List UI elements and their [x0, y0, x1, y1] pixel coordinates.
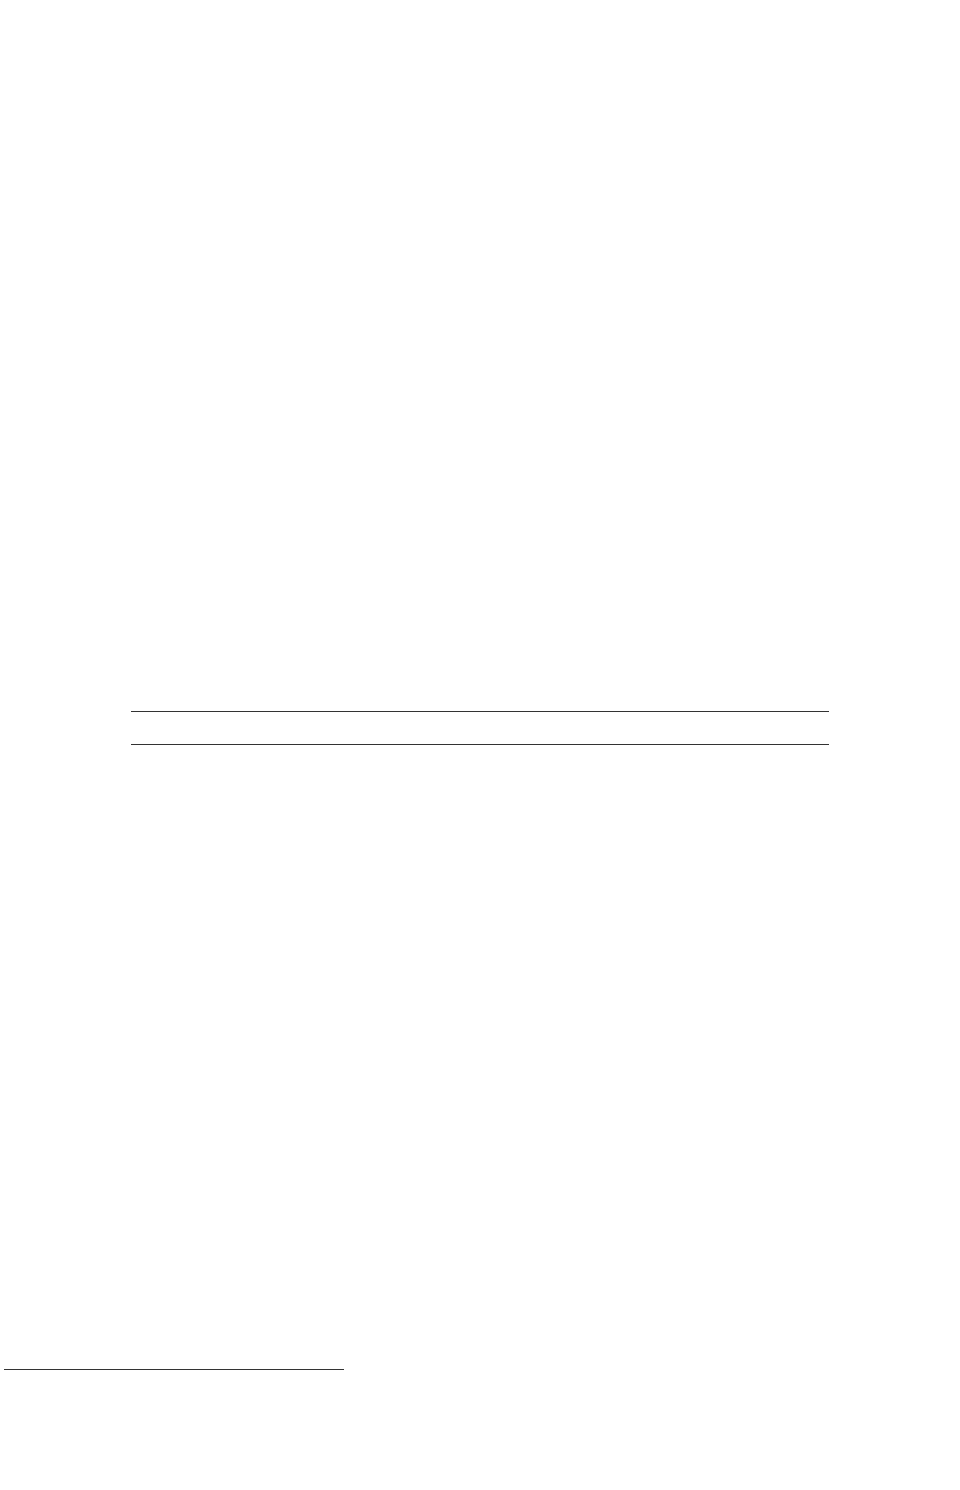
header-sd — [721, 712, 829, 745]
header-mean — [601, 712, 721, 745]
table-header-row — [131, 712, 829, 745]
identity-layers-table — [131, 711, 829, 745]
identity-table-container — [131, 711, 829, 745]
header-criteria — [131, 712, 601, 745]
footnote-divider — [4, 1369, 344, 1370]
